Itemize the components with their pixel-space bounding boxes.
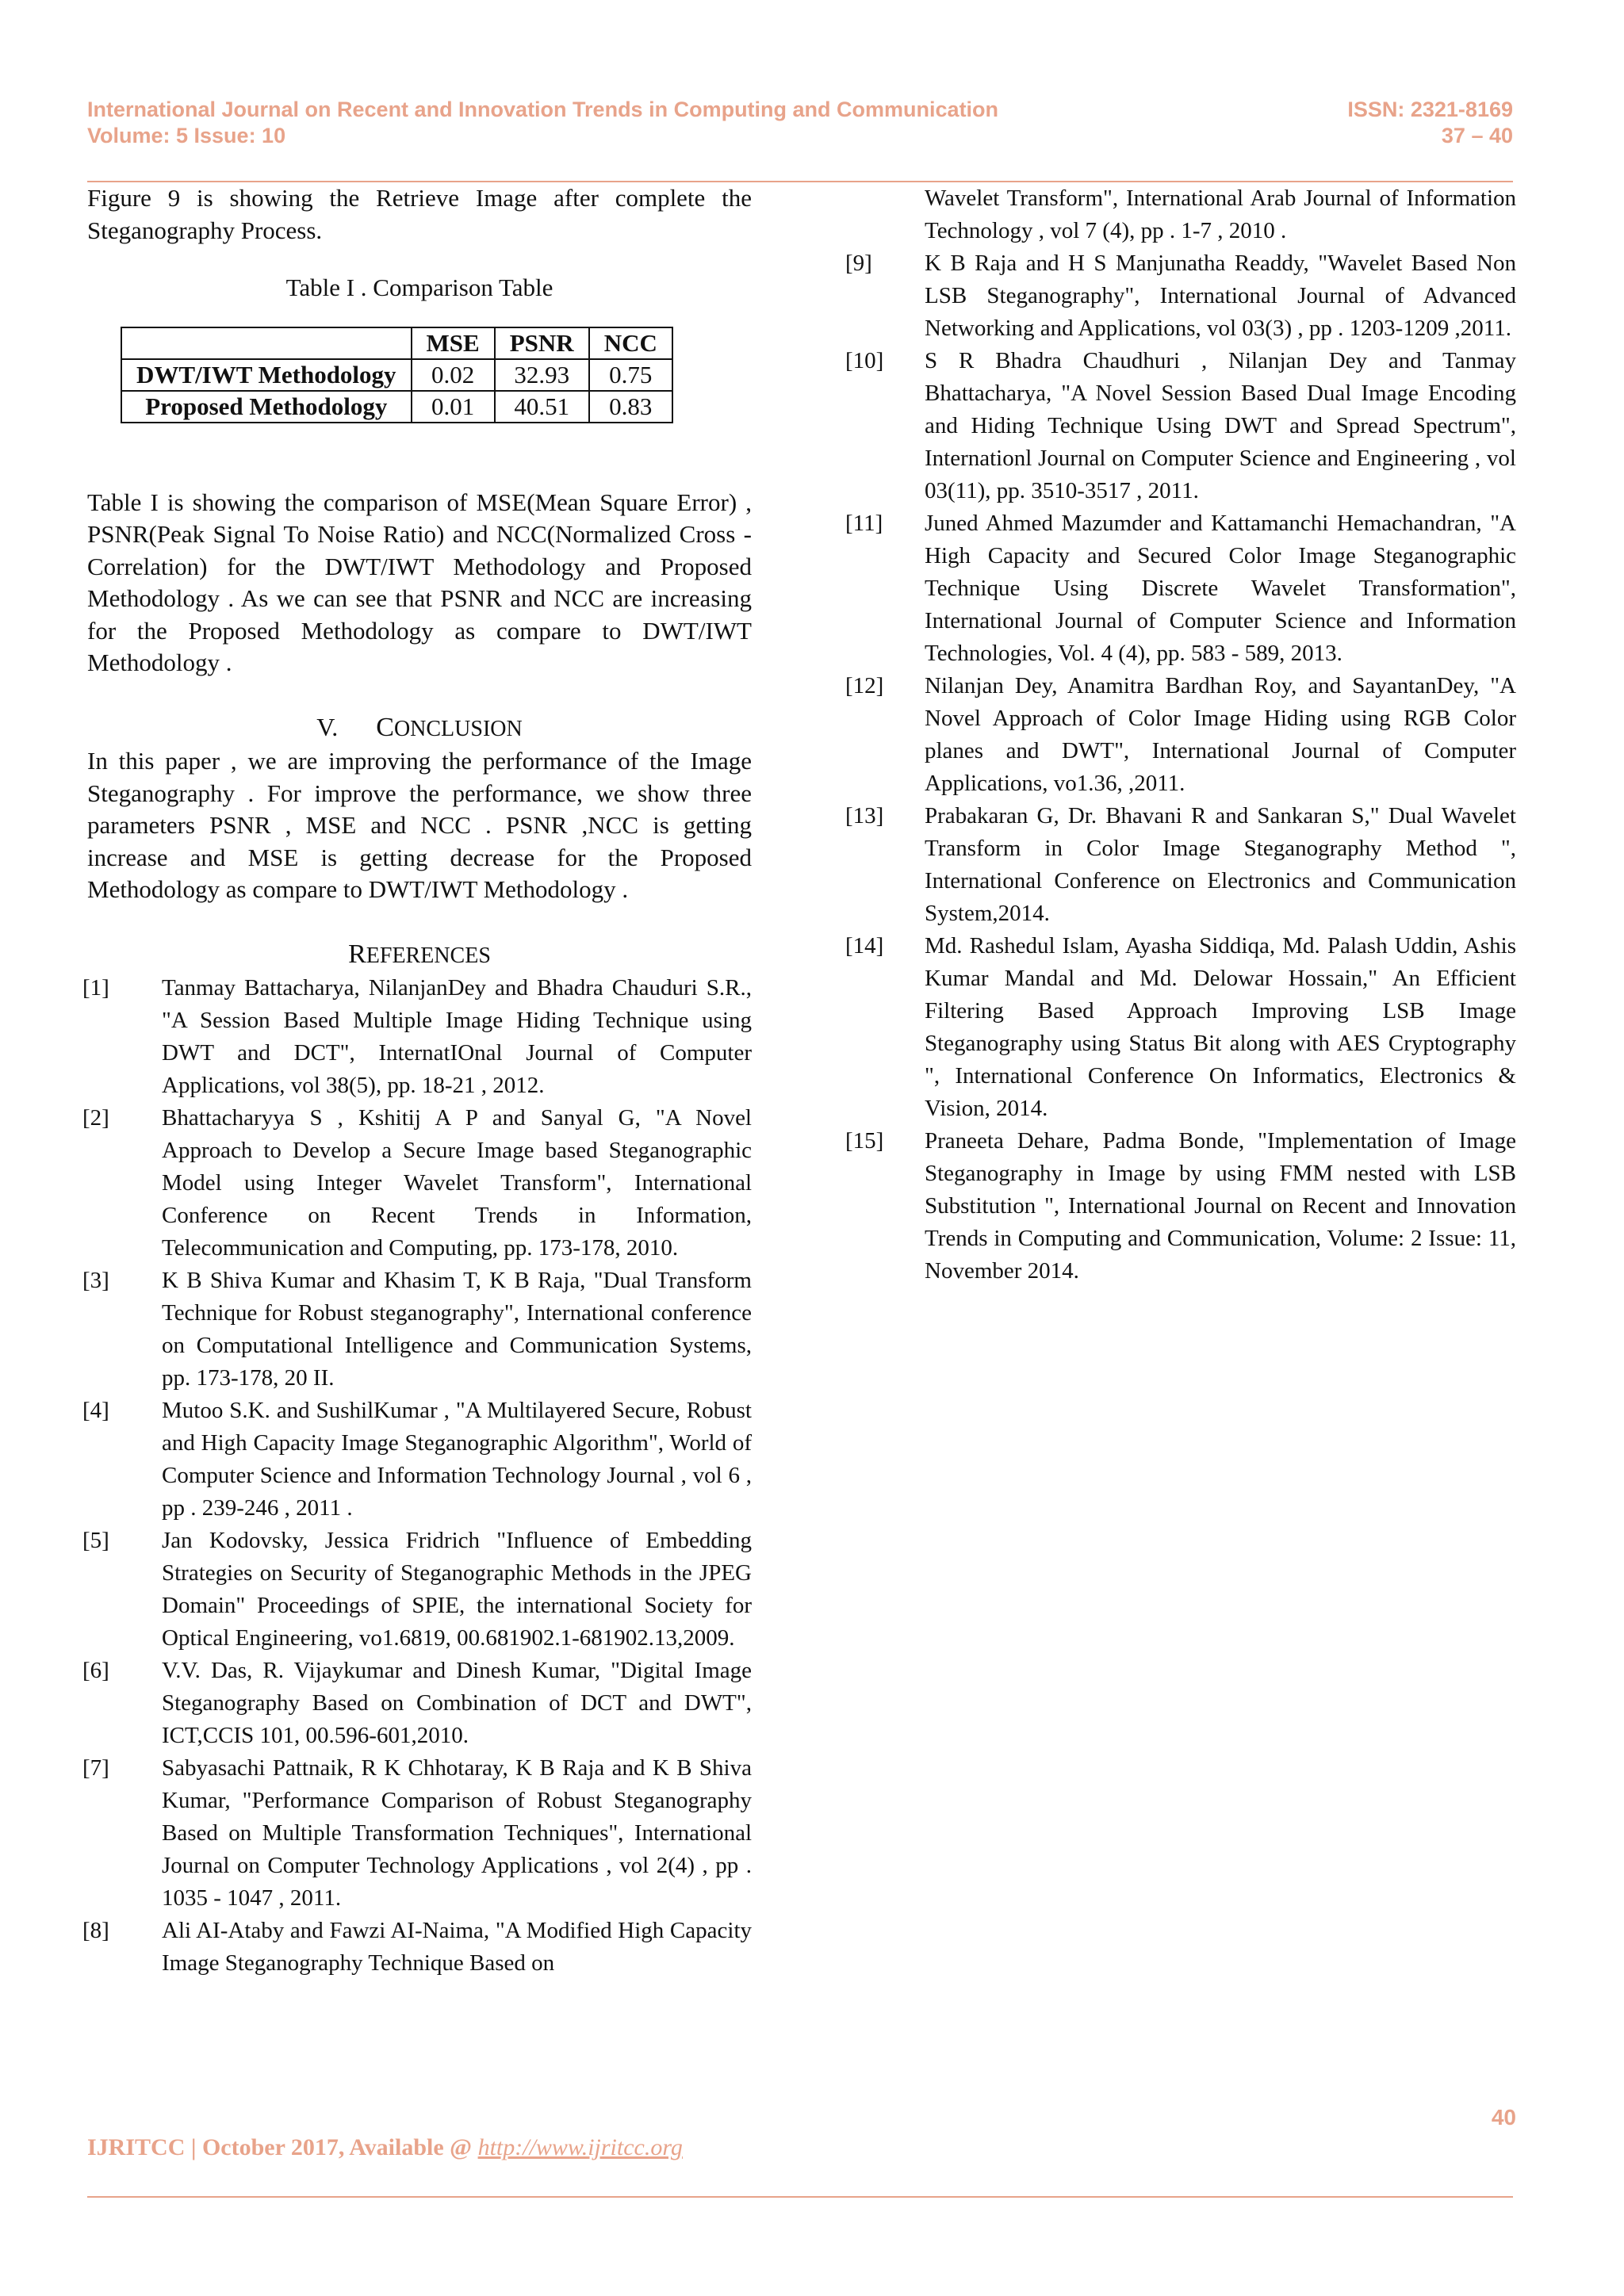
reference-number: [5] xyxy=(82,1528,109,1553)
heading-rest: EFERENCES xyxy=(366,943,491,968)
reference-text: S R Bhadra Chaudhuri , Nilanjan Dey and Tanmay Bhattacharya, "A Novel Session Based Dual Image Encoding and Hiding Technique Using DWT and Spread Spectrum", Internationl Journal on Computer Science and Engineering , vol 03(11), pp. 3510-3517 , 2011. xyxy=(925,348,1516,503)
ncc-cell: 0.83 xyxy=(589,391,672,423)
table-discussion: Table I is showing the comparison of MSE(Mean Square Error) , PSNR(Peak Signal To Noise Ratio) and NCC(Normalized Cross - Correlation) for the DWT/IWT Methodology and Proposed Methodology . As we can see that PSNR and NCC are increasing for the Proposed Methodology as compare to DWT/IWT Methodology . xyxy=(87,488,752,676)
heading-rest: ONCLUSION xyxy=(393,716,523,741)
reference-item xyxy=(845,345,1516,507)
reference-item xyxy=(82,1395,752,1525)
left-column xyxy=(82,182,752,1980)
page-range: 37 – 40 xyxy=(1441,124,1513,147)
reference-text: Nilanjan Dey, Anamitra Bardhan Roy, and SayantanDey, "A Novel Approach of Color Image Hiding using RGB Color planes and DWT", International Journal of Computer Applications, vo1.36, ,2011. xyxy=(925,673,1516,796)
reference-item xyxy=(845,800,1516,930)
footer-text xyxy=(87,2134,683,2161)
reference-item xyxy=(845,1125,1516,1288)
reference-number: [7] xyxy=(82,1755,109,1781)
reference-item xyxy=(82,972,752,1102)
reference-text: Prabakaran G, Dr. Bhavani R and Sankaran S," Dual Wavelet Transform in Color Image Steganography Method ", International Conference on Electronics and Communication System,2014. xyxy=(925,803,1516,926)
reference-text: Md. Rashedul Islam, Ayasha Siddiqa, Md. Palash Uddin, Ashis Kumar Mandal and Md. Delowar Hossain," An Efficient Filtering Based Approach Improving LSB Image Steganography using Status Bit along with AES Cryptography ", International Conference On Informatics, Electronics & Vision, 2014. xyxy=(925,933,1516,1121)
reference-number: [3] xyxy=(82,1268,109,1293)
website-link[interactable]: http://www.ijritcc.org xyxy=(477,2134,683,2160)
reference-item xyxy=(845,670,1516,800)
reference-item xyxy=(82,1752,752,1915)
reference-item xyxy=(82,1655,752,1752)
conclusion-heading xyxy=(87,711,752,746)
references-heading xyxy=(87,938,752,973)
reference-text: Bhattacharyya S , Kshitij A P and Sanyal G, "A Novel Approach to Develop a Secure Image based Steganographic Model using Integer Wavelet Transform", International Conference on Recent Trends in Information, Telecommunication and Computing, pp. 173-178, 2010. xyxy=(162,1105,752,1261)
table-corner-cell xyxy=(121,327,412,359)
page-header xyxy=(87,97,1513,149)
reference-number: [13] xyxy=(845,803,884,828)
journal-title: International Journal on Recent and Innovation Trends in Computing and Communication xyxy=(87,98,999,121)
table-caption: Table I . Comparison Table xyxy=(285,274,553,301)
reference-number: [8] xyxy=(82,1918,109,1943)
ncc-cell: 0.75 xyxy=(589,359,672,391)
reference-text: Wavelet Transform", International Arab Journal of Information Technology , vol 7 (4), pp . 1-7 , 2010 . xyxy=(925,186,1516,243)
reference-continuation xyxy=(845,182,1516,247)
footer-divider xyxy=(87,2196,1513,2198)
reference-text: V.V. Das, R. Vijaykumar and Dinesh Kumar, "Digital Image Steganography Based on Combination of DCT and DWT", ICT,CCIS 101, 00.596-601,2010. xyxy=(162,1658,752,1748)
reference-text: K B Raja and H S Manjunatha Readdy, "Wavelet Based Non LSB Steganography", International Journal of Advanced Networking and Applications, vol 03(3) , pp . 1203-1209 ,2011. xyxy=(925,251,1516,341)
mse-cell: 0.02 xyxy=(412,359,495,391)
reference-number: [10] xyxy=(845,348,884,373)
reference-text: Praneeta Dehare, Padma Bonde, "Implementation of Image Steganography in Image by using FMM nested with LSB Substitution ", International Journal on Recent and Innovation Trends in Computing and Communication, Volume: 2 Issue: 11, November 2014. xyxy=(925,1128,1516,1284)
references-list-left xyxy=(82,972,752,1980)
reference-item xyxy=(82,1525,752,1655)
table-row xyxy=(121,359,672,391)
reference-item xyxy=(82,1102,752,1265)
psnr-cell: 40.51 xyxy=(495,391,589,423)
intro-paragraph: Figure 9 is showing the Retrieve Image after complete the Steganography Process. xyxy=(87,184,752,244)
reference-number: [1] xyxy=(82,975,109,1001)
row-label: DWT/IWT Methodology xyxy=(121,359,412,391)
column-header: PSNR xyxy=(495,327,589,359)
references-list-right xyxy=(845,247,1516,1288)
heading-initial: C xyxy=(376,712,394,742)
reference-item xyxy=(845,247,1516,345)
reference-text: Jan Kodovsky, Jessica Fridrich "Influence of Embedding Strategies on Security of Steganographic Methods in the JPEG Domain" Proceedings of SPIE, the international Society for Optical Engineering, vo1.6819, 00.681902.1-681902.13,2009. xyxy=(162,1528,752,1651)
reference-number-spacer xyxy=(845,182,925,247)
reference-text: Ali AI-Ataby and Fawzi AI-Naima, "A Modified High Capacity Image Steganography Technique Based on xyxy=(162,1918,752,1976)
conclusion-paragraph: In this paper , we are improving the performance of the Image Steganography . For improve the performance, we show three parameters PSNR , MSE and NCC . PSNR ,NCC is getting increase and MSE is getting decrease for the Proposed Methodology as compare to DWT/IWT Methodology . xyxy=(87,747,752,903)
table-header-row xyxy=(121,327,672,359)
comparison-table xyxy=(121,327,673,423)
reference-item xyxy=(82,1915,752,1980)
reference-text: Mutoo S.K. and SushilKumar , "A Multilayered Secure, Robust and High Capacity Image Steganographic Algorithm", World of Computer Science and Information Technology Journal , vol 6 , pp . 239-246 , 2011 . xyxy=(162,1398,752,1521)
reference-number: [4] xyxy=(82,1398,109,1423)
reference-number: [14] xyxy=(845,933,884,959)
reference-number: [12] xyxy=(845,673,884,698)
reference-item xyxy=(845,507,1516,670)
page-number: 40 xyxy=(1491,2105,1516,2130)
reference-text: Sabyasachi Pattnaik, R K Chhotaray, K B Raja and K B Shiva Kumar, "Performance Comparison of Robust Steganography Based on Multiple Transformation Techniques", International Journal on Computer Technology Applications , vol 2(4) , pp . 1035 - 1047 , 2011. xyxy=(162,1755,752,1911)
reference-text: Tanmay Battacharya, NilanjanDey and Bhadra Chauduri S.R., "A Session Based Multiple Image Hiding Technique using DWT and DCT", InternatIOnal Journal of Computer Applications, vol 38(5), pp. 18-21 , 2012. xyxy=(162,975,752,1098)
reference-number: [6] xyxy=(82,1658,109,1683)
column-header: NCC xyxy=(589,327,672,359)
row-label: Proposed Methodology xyxy=(121,391,412,423)
mse-cell: 0.01 xyxy=(412,391,495,423)
reference-item xyxy=(845,930,1516,1125)
volume-issue: Volume: 5 Issue: 10 xyxy=(87,124,286,147)
heading-initial: R xyxy=(348,939,366,969)
column-header: MSE xyxy=(412,327,495,359)
reference-text: Juned Ahmed Mazumder and Kattamanchi Hemachandran, "A High Capacity and Secured Color Image Steganographic Technique Using Discrete Wavelet Transformation", International Journal of Computer Science and Information Technologies, Vol. 4 (4), pp. 583 - 589, 2013. xyxy=(925,511,1516,666)
reference-number: [11] xyxy=(845,511,883,536)
reference-number: [9] xyxy=(845,251,872,276)
reference-text: K B Shiva Kumar and Khasim T, K B Raja, "Dual Transform Technique for Robust steganography", International conference on Computational Intelligence and Communication Systems, pp. 173-178, 20 II. xyxy=(162,1268,752,1391)
psnr-cell: 32.93 xyxy=(495,359,589,391)
section-number: V. xyxy=(316,712,339,741)
table-row xyxy=(121,391,672,423)
footer-label: IJRITCC | October 2017, Available @ xyxy=(87,2134,478,2160)
reference-item xyxy=(82,1265,752,1395)
reference-number: [15] xyxy=(845,1128,884,1154)
issn: ISSN: 2321-8169 xyxy=(1347,98,1513,121)
right-column xyxy=(845,182,1516,1288)
reference-number: [2] xyxy=(82,1105,109,1131)
